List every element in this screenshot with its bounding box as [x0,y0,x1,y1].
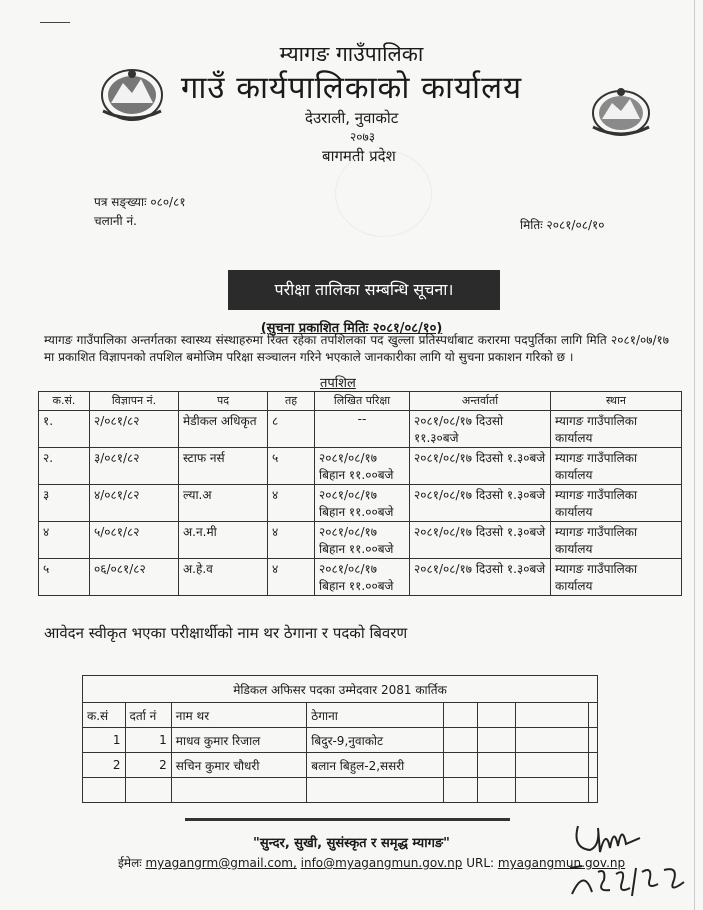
col-level: तह [268,392,315,411]
table-header-row [39,392,682,411]
col-name: नाम थर [171,703,306,728]
page-edge [694,0,695,910]
cell-address: बलान बिहुल-2,ससरी [307,753,444,778]
cell-level: ४ [268,522,315,559]
empty-cell [171,778,306,803]
empty-cell [589,753,598,778]
cell-adv: ३/०८१/८२ [90,448,179,485]
cell-written: २०८१/०८/१७ बिहान ११.००बजे [315,485,410,522]
empty-cell [307,778,444,803]
candidates-heading: आवेदन स्वीकृत भएका परीक्षार्थीको नाम थर ठेगाना र पदको बिवरण [44,624,408,642]
cell-place: म्यागङ गाउँपालिका कार्यालय [551,522,682,559]
cell-written: २०८१/०८/१७ बिहान ११.००बजे [315,522,410,559]
empty-cell [478,753,516,778]
cell-adv: ५/०८१/८२ [90,522,179,559]
cell-sn: १. [39,411,90,448]
cell-post: मेडीकल अधिकृत [179,411,268,448]
col-sn: क.सं. [39,392,90,411]
cell-post: अ.न.मी [179,522,268,559]
cell-place: म्यागङ गाउँपालिका कार्यालय [551,485,682,522]
exam-schedule-table [38,391,682,596]
empty-cell [444,728,478,753]
cell-post: स्टाफ नर्स [179,448,268,485]
cell-name: माधव कुमार रिजाल [171,728,306,753]
cell-interview: २०८१/०८/१७ दिउसो १.३०बजे [410,448,551,485]
table-header-row [83,703,598,728]
details-heading: तपशिल [320,376,356,391]
cell-post: ल्या.अ [179,485,268,522]
empty-cell [478,703,516,728]
dispatch-number: चलानी नं. [94,214,137,228]
table-row [83,728,598,753]
published-date: (सुचना प्रकाशित मितिः २०८१/०८/१०) [260,321,443,336]
empty-cell [516,753,589,778]
cell-post: अ.हे.व [179,559,268,596]
handwritten-signature [570,808,695,907]
empty-cell [516,703,589,728]
email-link-2[interactable]: info@myagangmun.gov.np [300,856,463,870]
footer-divider [185,818,510,821]
notice-title: परीक्षा तालिका सम्बन्धि सूचना। [228,270,500,310]
col-reg-no: दर्ता नं [125,703,171,728]
empty-cell [478,778,516,803]
cell-place: म्यागङ गाउँपालिका कार्यालय [551,448,682,485]
province-name: बागमती प्रदेश [322,147,396,165]
cell-adv: ०६/०८१/८२ [90,559,179,596]
table-row [83,753,598,778]
letter-number: पत्र सङ्ख्याः ०८०/८१ [94,195,186,209]
col-written: लिखित परिक्षा [315,392,410,411]
cell-interview: २०८१/०८/१७ दिउसो १.३०बजे [410,522,551,559]
cell-written: २०८१/०८/१७ बिहान ११.००बजे [315,559,410,596]
candidate-table-caption: मेडिकल अफिसर पदका उम्मेदवार 2081 कार्तिक [83,676,598,703]
cell-written: -- [315,411,410,448]
candidate-table [82,675,598,803]
cell-place: म्यागङ गाउँपालिका कार्यालय [551,559,682,596]
empty-cell [444,753,478,778]
cell-written: २०८१/०८/१७ बिहान ११.००बजे [315,448,410,485]
cell-interview: २०८१/०८/१७ दिउसो १.३०बजे [410,559,551,596]
cell-reg: 1 [125,728,171,753]
website-link[interactable]: myagangmun.gov.np [497,856,626,870]
empty-cell [589,728,598,753]
established-year: २०७३ [350,130,375,144]
corner-mark [40,22,70,23]
office-name: गाउँ कार्यपालिकाको कार्यालय [180,70,523,106]
cell-sn: 1 [83,728,126,753]
footer-contact [118,854,625,871]
col-post: पद [179,392,268,411]
faint-stamp [335,150,432,237]
cell-sn: ५ [39,559,90,596]
col-sn: क.सं [83,703,126,728]
empty-cell [444,778,478,803]
cell-sn: ३ [39,485,90,522]
cell-name: सचिन कुमार चौधरी [171,753,306,778]
table-row [83,778,598,803]
cell-adv: २/०८१/८२ [90,411,179,448]
cell-place: म्यागङ गाउँपालिका कार्यालय [551,411,682,448]
empty-cell [589,778,598,803]
cell-sn: २. [39,448,90,485]
url-label: URL: [466,856,495,870]
table-row [39,559,682,596]
cell-adv: ४/०८१/८२ [90,485,179,522]
office-address: देउराली, नुवाकोट [305,109,399,127]
empty-cell [125,778,171,803]
email-link-1[interactable]: myagangrm@gmail.com, [145,856,297,870]
cell-interview: २०८१/०८/१७ दिउसो ११.३०बजे [410,411,551,448]
empty-cell [444,703,478,728]
cell-address: बिदुर-9,नुवाकोट [307,728,444,753]
empty-cell [516,728,589,753]
cell-sn: 2 [83,753,126,778]
empty-cell [516,778,589,803]
col-address: ठेगाना [307,703,444,728]
municipality-name: म्यागङ गाउँपालिका [279,42,424,66]
cell-level: ८ [268,411,315,448]
email-label: ईमेलः [118,856,142,870]
table-row [39,522,682,559]
cell-sn: ४ [39,522,90,559]
cell-interview: २०८१/०८/१७ दिउसो १.३०बजे [410,485,551,522]
table-row [39,448,682,485]
cell-reg: 2 [125,753,171,778]
table-row [39,485,682,522]
empty-cell [589,703,598,728]
empty-cell [478,728,516,753]
col-place: स्थान [551,392,682,411]
col-interview: अन्तर्वार्ता [410,392,551,411]
cell-level: ५ [268,448,315,485]
notice-body: म्यागङ गाउँपालिका अन्तर्गतका स्वास्थ्य संस्थाहरुमा रिक्त रहेका तपशिलका पद खुल्ला प्रतिस्पर्धाबाट करारमा पदपुर्तिका लागि मिति २०८१/०७/१७ मा प्रकाशित विज्ञापनको तपशिल बमोजिम परिक्षा सञ्चालन गरिने भएकाले जानकारीका लागि यो सुचना प्रकाशन गरिको छ । [44,333,669,364]
footer-slogan: "सुन्दर, सुखी, सुसंस्कृत र समृद्ध म्यागङ" [253,836,450,851]
col-adv-no: विज्ञापन नं. [90,392,179,411]
cell-level: ४ [268,559,315,596]
letter-date: मितिः २०८१/०८/१० [520,218,605,232]
cell-level: ४ [268,485,315,522]
empty-cell [83,778,126,803]
table-row [39,411,682,448]
